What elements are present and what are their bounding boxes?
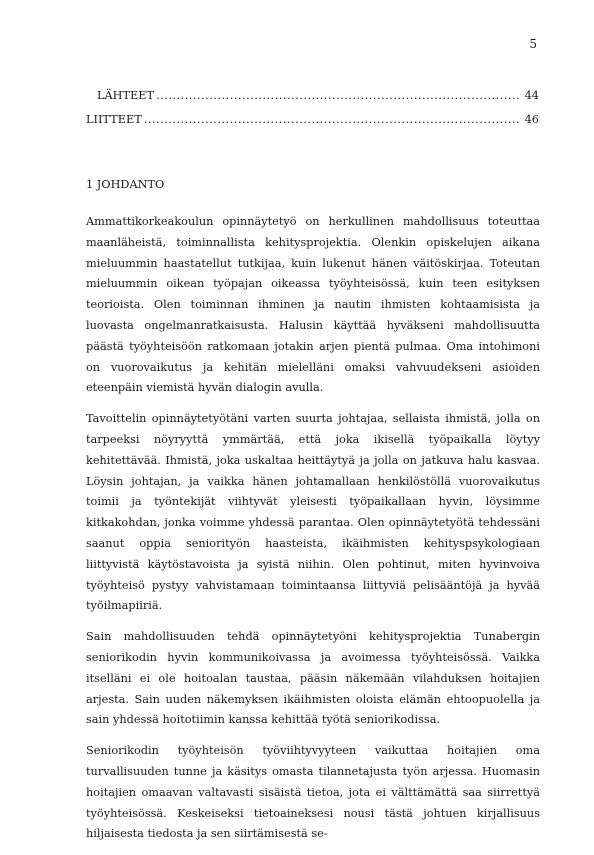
toc-entry-label: LIITTEET: [86, 113, 142, 126]
toc-entry-label: LÄHTEET: [97, 89, 155, 102]
toc-entry-page: 44: [524, 89, 539, 102]
body-text: [86, 212, 540, 855]
toc-leader-dots: [156, 89, 521, 103]
toc-entry-page: 46: [524, 113, 539, 126]
paragraph-4: Seniorikodin työyhteisön työviihtyvyyteen vaikuttaa hoitajien oma turvallisuuden tunne ja käsitys omasta tilannetajusta työn arjessa. Huomasin hoitajien omaavan valtavasti sisäistä tietoa, jota ei välttämättä saa siirrettyä työyhteisössä. Keskeiseksi tietoaineksesi nousi tästä johtuen kirjallisuus hiljaisesta tiedosta ja sen siirtämisestä se-: [86, 744, 540, 841]
toc-leader-dots: [144, 113, 521, 127]
paragraph-1: Ammattikorkeakoulun opinnäytetyö on herkullinen mahdollisuus toteuttaa maanläheistä, toiminnallista kehitysprojektia. Olenkin opiskelujen aikana mieluummin haastatellut tutkijaa, kuin lukenut hänen väitöskirjaa. Toteutan mieluummin oikean työpajan oikeassa työyhteisössä, kuin teen esityksen teorioista. Olen toiminnan ihminen ja nautin ihmisten kohtaamisista ja luovasta ongelmanratkaisusta. Halusin käyttää hyväkseni mahdollisuutta päästä työyhteisöön ratkomaan jotakin arjen pientä pulmaa. Oma intohimoni on vuorovaikutus ja kehitän mielelläni omaksi vahvuudekseni asioiden eteenpäin viemistä hyvän dialogin avulla.: [86, 215, 540, 395]
toc-entry-lahteet[interactable]: [86, 89, 539, 113]
section-heading: 1 JOHDANTO: [86, 178, 165, 191]
toc-entry-liitteet[interactable]: [86, 113, 539, 137]
page-number: 5: [529, 37, 537, 51]
table-of-contents: [86, 89, 539, 137]
paragraph-3: Sain mahdollisuuden tehdä opinnäytetyöni kehitysprojektia Tunabergin seniorikodin hyvin kommunikoivassa ja avoimessa työyhteisössä. Vaikka itselläni ei ole hoitoalan taustaa, pääsin näkemään vilahduksen hoitajien arjesta. Sain uuden näkemyksen ikäihmisten oloista elämän ehtoopuolella ja sain yhdessä hoitotiimin kanssa kehittää työtä seniorikodissa.: [86, 630, 540, 727]
paragraph-2: Tavoittelin opinnäytetyötäni varten suurta johtajaa, sellaista ihmistä, jolla on tarpeeksi nöyryyttä ymmärtää, että joka ikisellä työpaikalla löytyy kehitettävää. Ihmistä, joka uskaltaa heittäytyä ja jolla on jatkuva halu kasvaa. Löysin johtajan, ja vaikka hänen johtamallaan henkilöstöllä vuorovaikutus toimii ja työntekijät viihtyvät yleisesti työpaikallaan hyvin, löysimme kitkakohdan, jonka voimme yhdessä parantaa. Olen opinnäytetyötä tehdessäni saanut oppia seniorityön haasteista, ikäihmisten kehityspsykologiaan liittyvistä käytöstavoista ja syistä niihin. Olen pohtinut, miten hyvinvoiva työyhteisö pystyy vahvistamaan toimintaansa liittyviä pelisääntöjä ja hyvää työilmapiiriä.: [86, 412, 540, 613]
